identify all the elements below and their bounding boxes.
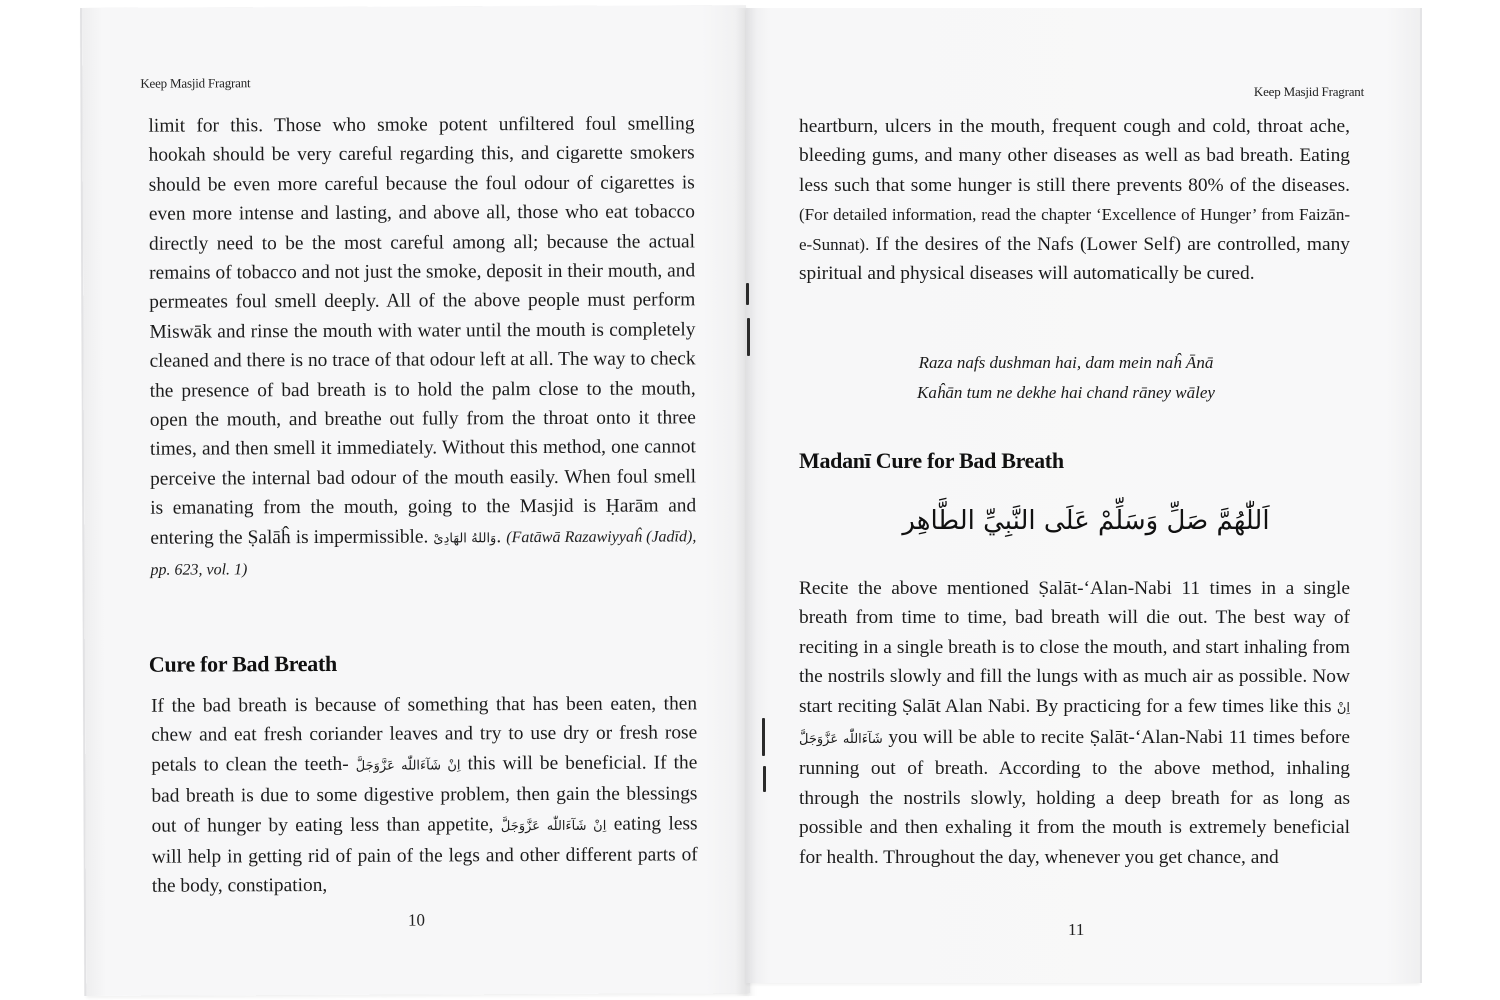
right-page — [746, 8, 1420, 983]
left-paragraph-1 — [148, 109, 696, 585]
durood-arabic: اَللّٰهُمَّ صَلِّ وَسَلِّمْ عَلَى النَّبِيِّ الطَّاهِر — [902, 506, 1270, 536]
citation: (Fatāwā Razawiyyaĥ (Jadīd), pp. 623, vol. 1) — [150, 528, 697, 579]
left-paragraph-2-part-2: this will be beneficial. If the bad breath is due to some digestive problem, then gain the blessings out of hunger by eating less than appetite, — [151, 752, 698, 837]
period: . — [496, 525, 502, 547]
book-spine — [735, 8, 757, 996]
arabic-inshallah-1: اِنْ شَآءَاللّٰه عَزَّوَجَلَّ — [355, 758, 461, 774]
poetry-line-2: Kaĥān tum ne dekhe hai chand rāney wāley — [917, 383, 1215, 402]
staple-top-2 — [747, 318, 750, 356]
left-paragraph-1-text: limit for this. Those who smoke potent unfiltered foul smelling hookah should be very careful regarding this, and cigarette smokers should be even more careful because the foul odour of cigarettes is even more intense and lasting, and above all, those who eat tobacco directly need to be the most careful among all; because the actual remains of tobacco and not just the smoke, deposit in their mouth, and permeates foul smell deeply. All of the above people must perform Miswāk and rinse the mouth with water until the mouth is completely cleaned and there is no trace of that odour left at all. The way to check the presence of bad breath is to hold the palm close to the mouth, open the mouth, and breathe out fully from the throat onto it three times, and then smell it immediately. Without this method, one cannot perceive the internal bad odour of the mouth easily. When foul smell is emanating from the mouth, going to the Masjid is Ḥarām and entering the Ṣalāĥ is impermissible. — [148, 113, 697, 549]
poetry-couplet — [866, 348, 1266, 408]
running-head-right: Keep Masjid Fragrant — [1253, 84, 1364, 99]
right-paragraph-1-part-2: If the desires of the Nafs (Lower Self) are controlled, many spiritual and physical diseases will automatically be cured. — [799, 233, 1350, 285]
right-paragraph-2 — [799, 574, 1350, 872]
arabic-inshallah-2: اِنْ شَآءَاللّٰه عَزَّوَجَلَّ — [500, 818, 607, 834]
staple-bottom-1 — [762, 718, 765, 756]
poetry-line-1: Raza nafs dushman hai, dam mein naĥ Ānā — [918, 353, 1214, 372]
staple-top-1 — [746, 283, 749, 305]
section-heading-madani-cure: Madanī Cure for Bad Breath — [799, 448, 1064, 473]
page-number-left: 10 — [407, 910, 426, 930]
section-heading-cure: Cure for Bad Breath — [148, 650, 337, 677]
staple-bottom-2 — [763, 766, 766, 792]
reference-note: (For detailed information, read the chapter ‘Excellence of Hunger’ from Faizān-e-Sunnat). — [799, 205, 1350, 254]
left-page — [82, 5, 750, 996]
left-paragraph-2-part-1: If the bad breath is because of something that has been eaten, then chew and eat fresh coriander leaves and try to use dry or fresh rose petals to clean the teeth- — [151, 693, 698, 776]
left-paragraph-2 — [151, 689, 698, 901]
right-paragraph-1 — [799, 112, 1350, 288]
arabic-phrase: وَاللهُ الهَادِىْ — [433, 530, 497, 547]
arabic-inshallah-3: اِنْ شَآءَاللّٰه عَزَّوَجَلَّ — [799, 700, 1350, 748]
right-paragraph-2-part-2: you will be able to recite Ṣalāt-‘Alan-Nabi 11 times before running out of breath. According to the above method, inhaling through the nostrils slowly, holding a deep breath for as long as possible and then exhaling it from the mouth is extremely beneficial for health. Throughout the day, whenever you get chance, and — [799, 727, 1350, 868]
running-head-left: Keep Masjid Fragrant — [140, 75, 251, 91]
page-number-right: 11 — [1068, 920, 1085, 939]
left-paragraph-2-part-3: eating less will help in getting rid of pain of the legs and other different parts of the body, constipation, — [151, 812, 698, 898]
right-paragraph-1-part-1: heartburn, ulcers in the mouth, frequent cough and cold, throat ache, bleeding gums, and many other diseases as well as bad breath. Eating less such that some hunger is still there prevents 80% of the diseases. — [799, 116, 1350, 196]
right-paragraph-2-part-1: Recite the above mentioned Ṣalāt-‘Alan-Nabi 11 times in a single breath from time to time, bad breath will die out. The best way of reciting in a single breath is to close the mouth, and start inhaling from the nostrils slowly and fill the lungs with as much air as possible. Now start reciting Ṣalāt Alan Nabi. By practicing for a few times like this — [799, 578, 1350, 717]
